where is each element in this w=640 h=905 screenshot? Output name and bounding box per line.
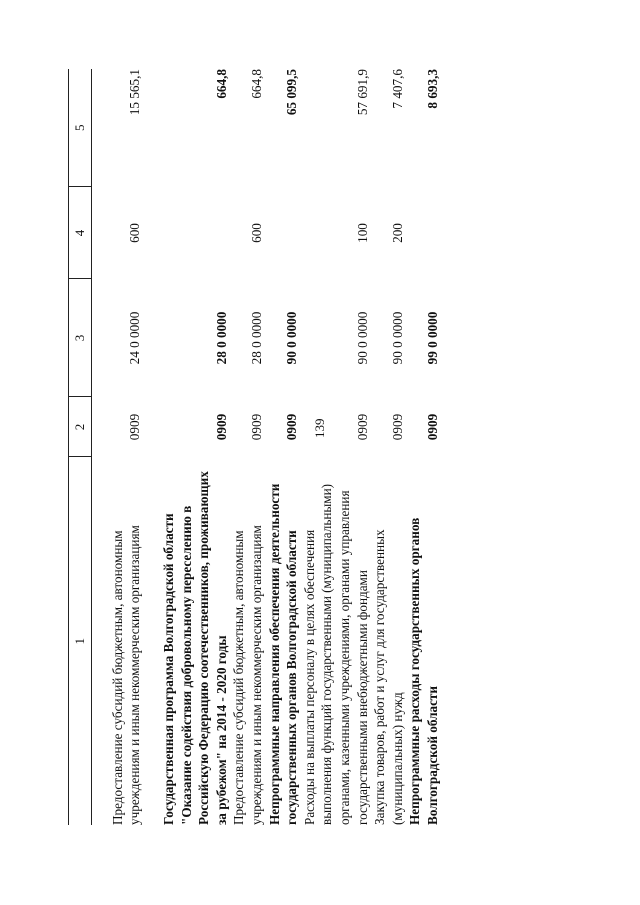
row-target: 24 0 0000 <box>127 311 143 365</box>
row-name: Предоставление субсидий бюджетным, автономным учреждениям и иным некоммерческим организациям <box>231 525 264 825</box>
row-amount: 8 693,3 <box>424 69 440 109</box>
table-row <box>301 69 371 825</box>
row-amount: 15 565,1 <box>127 69 143 116</box>
row-kind <box>406 187 441 279</box>
row-section: 0909 <box>284 413 300 441</box>
table-header-row <box>69 69 92 825</box>
row-target: 90 0 0000 <box>389 311 405 365</box>
row-kind <box>266 187 301 279</box>
table-row <box>160 69 230 825</box>
row-name: Закупка товаров, работ и услуг для государственных (муниципальных) нужд <box>372 529 405 825</box>
row-target: 90 0 0000 <box>284 311 300 365</box>
row-kind: 100 <box>354 223 370 243</box>
header-col-2: 2 <box>69 397 92 457</box>
row-section: 0909 <box>389 413 405 441</box>
header-col-3: 3 <box>69 279 92 397</box>
table-row <box>266 69 301 825</box>
row-name: Непрограммные направления обеспечения деятельности государственных органов Волгоградской области <box>266 483 300 825</box>
row-amount: 664,8 <box>213 69 229 99</box>
table-row <box>92 69 145 825</box>
budget-table-rotated <box>68 69 590 825</box>
table-row <box>406 69 441 825</box>
row-section: 0909 <box>424 413 440 441</box>
row-name: Государственная программа Волгоградской области "Оказание содействия добровольному переселению в Российскую Федерацию соотечественников, проживающих за рубежом" на 2014 - 2020 годы <box>161 471 229 825</box>
row-amount: 7 407,6 <box>389 69 405 109</box>
row-name: Расходы на выплаты персоналу в целях обеспечения выполнения функций государственными (муниципальными) органами, казенными учреждениями, органами управления государственными внебюджетными фондами <box>301 483 370 825</box>
table-row <box>371 69 406 825</box>
row-section: 0909 <box>213 413 229 441</box>
row-spacer <box>144 69 160 825</box>
row-amount: 57 691,9 <box>354 69 370 116</box>
row-kind <box>160 187 230 279</box>
row-kind: 200 <box>389 223 405 243</box>
row-target: 99 0 0000 <box>424 311 440 365</box>
row-name: Предоставление субсидий бюджетным, автономным учреждениям и иным некоммерческим организациям <box>109 525 143 825</box>
budget-table <box>68 69 442 825</box>
header-col-5: 5 <box>69 69 92 187</box>
row-section: 0909 <box>248 413 264 441</box>
row-section: 0909 <box>354 413 370 441</box>
row-target: 90 0 0000 <box>354 311 370 365</box>
row-name: Непрограммные расходы государственных органов Волгоградской области <box>407 517 440 825</box>
row-kind: 600 <box>127 223 143 243</box>
row-kind: 600 <box>248 223 264 243</box>
row-target: 28 0 0000 <box>213 311 229 365</box>
row-section: 0909 <box>127 413 143 441</box>
row-amount: 65 099,5 <box>284 69 300 116</box>
page-number: 139 <box>312 418 327 438</box>
row-amount: 664,8 <box>248 69 264 99</box>
header-col-1: 1 <box>69 457 92 825</box>
row-target: 28 0 0000 <box>248 311 264 365</box>
header-col-4: 4 <box>69 187 92 279</box>
table-row <box>230 69 265 825</box>
